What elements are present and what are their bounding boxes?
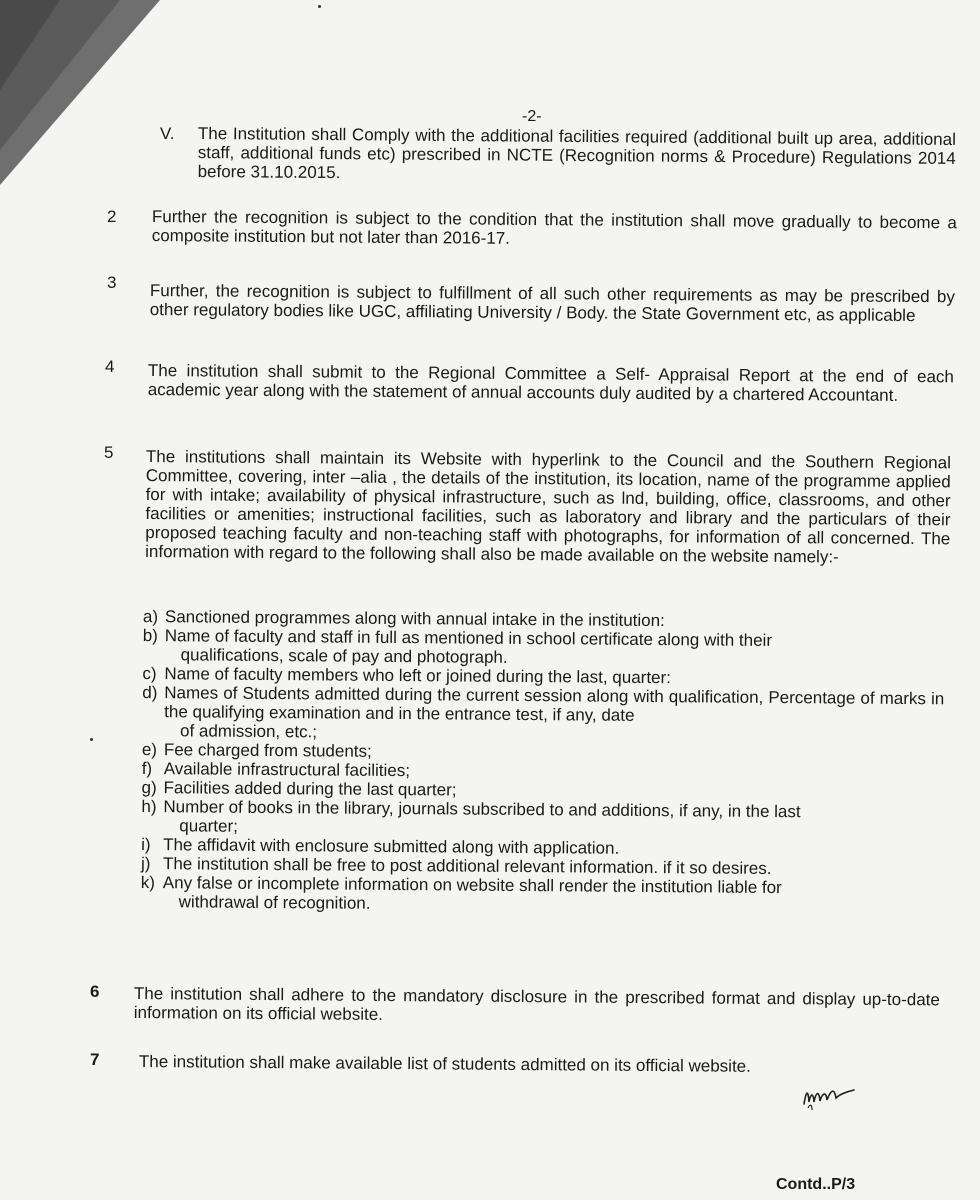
list-item-text: Name of faculty and staff in full as mentioned in school certificate along with their bbox=[164, 626, 773, 650]
list-item-text: Number of books in the library, journals subscribed to and additions, if any, in the last bbox=[163, 797, 801, 822]
paragraph-number: 3 bbox=[107, 273, 117, 292]
list-item-marker: d) bbox=[142, 682, 158, 703]
list-item bbox=[141, 873, 943, 917]
page-number: -2- bbox=[522, 108, 542, 125]
paragraph-number: 4 bbox=[105, 357, 115, 376]
list-item-marker: i) bbox=[141, 834, 151, 855]
list-item bbox=[141, 797, 943, 841]
paragraph-number: 7 bbox=[90, 1050, 100, 1069]
paragraph-text: Further, the recognition is subject to fulfillment of all such other requirements as may be prescribed by other regulatory bodies like UGC, affiliating University / Body. the State Government etc, as applicable bbox=[149, 281, 955, 326]
list-item-marker: h) bbox=[141, 796, 157, 817]
list-item-continuation: of admission, etc.; bbox=[179, 721, 318, 742]
list-item-continuation: qualifications, scale of pay and photograph. bbox=[180, 645, 508, 667]
list-item-text: The institution shall be free to post additional relevant information. if it so desires. bbox=[162, 854, 772, 878]
paragraph-text: The institution shall make available list of students admitted on its official website. bbox=[138, 1052, 751, 1076]
point-v-text: The Institution shall Comply with the additional facilities required (additional built up area, additional staff, additional funds etc) prescribed in NCTE (Recognition norms & Procedure) Regulations 2014 before 31.10.2015. bbox=[197, 124, 956, 183]
scan-speck bbox=[318, 5, 321, 8]
scan-shadow bbox=[0, 0, 180, 200]
scan-speck bbox=[90, 738, 93, 741]
point-v-marker: V. bbox=[160, 124, 175, 143]
list-item-marker: c) bbox=[142, 663, 157, 684]
list-item-marker: a) bbox=[142, 607, 159, 627]
list-item-text: Facilities added during the last quarter; bbox=[163, 778, 457, 800]
list-item-text: Any false or incomplete information on website shall render the institution liable for bbox=[162, 873, 782, 898]
website-disclosure-list bbox=[141, 607, 945, 917]
handwritten-initials bbox=[800, 1082, 856, 1114]
paragraph-text: Further the recognition is subject to the condition that the institution shall move gradually to become a composite institution but not later than 2016-17. bbox=[151, 207, 957, 248]
paragraph-text: The institutions shall maintain its Website with hyperlink to the Council and the Southern Regional Committee, covering, inter –alia , the details of the institution, its location, name of the programme applied for with intake; availability of physical infrastructure, such as lnd, building, office, classrooms, and other facilities or amenities; instructional facilities, such as laboratory and library and the particulars of their proposed teaching faculty and non-teaching staff with photographs, for information of all concerned. The information with regard to the following shall also be made available on the website namely:- bbox=[145, 447, 951, 567]
list-item-marker: j) bbox=[140, 853, 151, 874]
list-item-marker: e) bbox=[141, 739, 158, 760]
paragraph-number: 6 bbox=[90, 982, 100, 1001]
list-item-marker: g) bbox=[141, 777, 157, 798]
paragraph-text: The institution shall adhere to the mandatory disclosure in the prescribed format and display up-to-date information on its official website. bbox=[133, 984, 940, 1024]
list-item-text: The affidavit with enclosure submitted along with application. bbox=[163, 835, 620, 858]
list-item-marker: b) bbox=[142, 625, 158, 646]
list-item bbox=[142, 683, 944, 746]
list-item bbox=[143, 626, 945, 670]
list-item-text: Sanctioned programmes along with annual intake in the institution: bbox=[164, 607, 665, 631]
list-item-continuation: quarter; bbox=[179, 816, 238, 836]
list-item-marker: f) bbox=[141, 758, 153, 779]
list-item-text: Fee charged from students; bbox=[163, 740, 372, 761]
paragraph-text: The institution shall submit to the Regional Committee a Self- Appraisal Report at the end of each academic year along with the statement of annual accounts duly audited by a chartered Accountant. bbox=[147, 361, 954, 405]
paragraph-number: 5 bbox=[104, 443, 114, 462]
paragraph-number: 2 bbox=[107, 207, 117, 226]
continuation-marker: Contd..P/3 bbox=[776, 1176, 856, 1193]
list-item-continuation: withdrawal of recognition. bbox=[178, 892, 371, 913]
list-item-text: Names of Students admitted during the current session along with qualification, Percentage of marks in the qualifying examination and in the entrance test, if any, date bbox=[164, 683, 945, 725]
list-item-text: Available infrastructural facilities; bbox=[163, 759, 411, 781]
list-item-text: Name of faculty members who left or joined during the last, quarter: bbox=[164, 664, 672, 688]
list-item-marker: k) bbox=[140, 872, 156, 893]
